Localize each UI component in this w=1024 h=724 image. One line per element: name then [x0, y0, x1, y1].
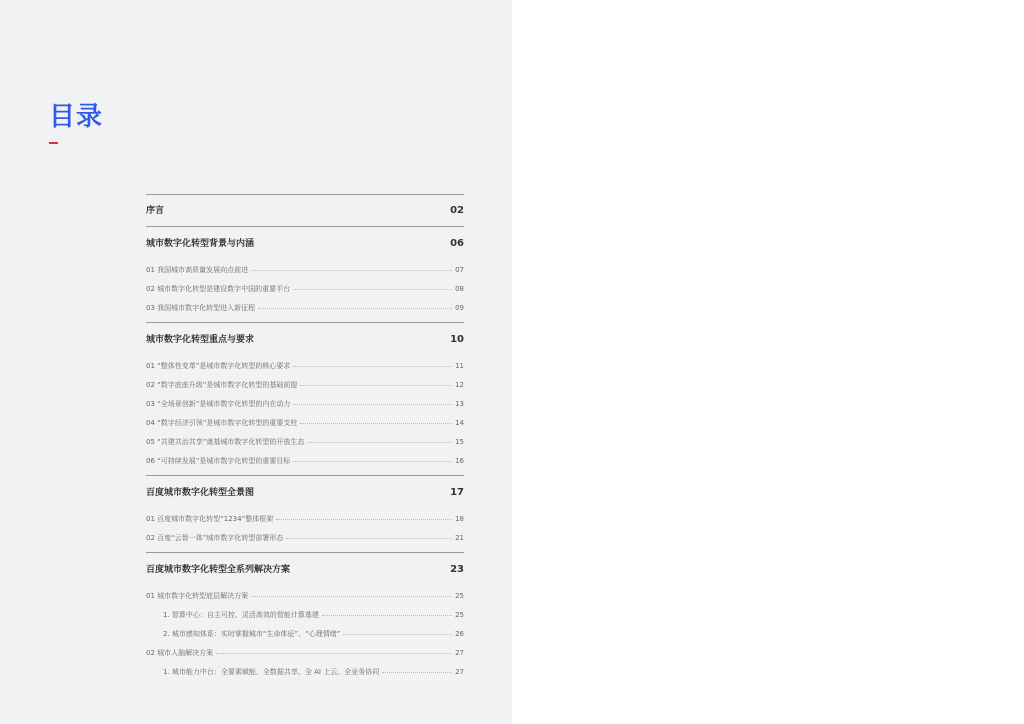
toc-entry-page: 21 [455, 533, 464, 542]
toc-entry-page: 18 [455, 514, 464, 523]
dot-leader [293, 288, 452, 290]
toc-entry-page: 26 [455, 629, 464, 638]
toc-entry-title: 01 百度城市数字化转型“1234”整体框架 [146, 514, 274, 523]
toc-section [146, 475, 464, 552]
toc-section-title: 城市数字化转型背景与内涵 [146, 238, 255, 249]
dot-leader [293, 365, 452, 367]
dot-leader [251, 595, 452, 597]
toc-entry[interactable] [146, 643, 464, 662]
toc-entry[interactable] [146, 298, 464, 317]
toc-entry-title: 02 城市数字化转型是建设数字中国的重要平台 [146, 284, 291, 293]
toc-entry[interactable] [146, 394, 464, 413]
toc-entry-page: 27 [455, 667, 464, 676]
toc-section-row[interactable] [146, 195, 464, 226]
dot-leader [307, 441, 452, 443]
toc-section-title: 序言 [146, 205, 165, 216]
toc-section [146, 322, 464, 475]
toc-entry-title: 01 “整体性变革”是城市数字化转型的核心要求 [146, 361, 291, 370]
toc-section-row[interactable] [146, 227, 464, 260]
toc-section-title: 百度城市数字化转型全景图 [146, 487, 255, 498]
toc-entry[interactable] [146, 260, 464, 279]
toc-entry-title: 06 “可持续发展”是城市数字化转型的重要目标 [146, 456, 291, 465]
toc-entry-title: 01 城市数字化转型底层解决方案 [146, 591, 249, 600]
toc-entry-page: 12 [455, 380, 464, 389]
toc-entry-page: 07 [455, 265, 464, 274]
toc-entry[interactable] [146, 279, 464, 298]
toc-section [146, 194, 464, 226]
toc-entry[interactable] [146, 509, 464, 528]
toc-section [146, 552, 464, 686]
dot-leader [293, 460, 452, 462]
toc-entry-page: 08 [455, 284, 464, 293]
toc-heading: 目录 [49, 102, 104, 132]
dot-leader [276, 518, 452, 520]
dot-leader [300, 384, 452, 386]
toc-entry[interactable] [146, 413, 464, 432]
toc-entry-page: 15 [455, 437, 464, 446]
dot-leader [258, 307, 452, 309]
toc-entry[interactable] [146, 586, 464, 605]
table-of-contents [146, 194, 464, 686]
toc-entry-page: 27 [455, 648, 464, 657]
dot-leader [293, 403, 452, 405]
toc-entry-page: 16 [455, 456, 464, 465]
toc-entry-page: 14 [455, 418, 464, 427]
toc-entry[interactable] [146, 528, 464, 547]
toc-entry-title: 1. 智算中心：自主可控、灵活高效的智能计算基建 [163, 610, 319, 619]
toc-entry-title: 03 我国城市数字化转型进入新征程 [146, 303, 256, 312]
toc-entry[interactable] [146, 356, 464, 375]
toc-entry-page: 25 [455, 610, 464, 619]
toc-entry[interactable] [146, 375, 464, 394]
toc-section [146, 226, 464, 322]
toc-entry[interactable] [146, 451, 464, 470]
heading-accent-line [49, 142, 58, 144]
dot-leader [216, 652, 452, 654]
toc-section-page: 06 [450, 237, 464, 249]
toc-entry-title: 02 百度“云智一体”城市数字化转型部署形态 [146, 533, 284, 542]
section-spacer [146, 681, 464, 686]
toc-section-title: 城市数字化转型重点与要求 [146, 334, 255, 345]
toc-section-row[interactable] [146, 323, 464, 356]
toc-entry-page: 09 [455, 303, 464, 312]
toc-section-page: 10 [450, 333, 464, 345]
toc-entry-title: 02 城市人脑解决方案 [146, 648, 214, 657]
toc-entry[interactable] [146, 605, 464, 624]
dot-leader [286, 537, 452, 539]
dot-leader [300, 422, 452, 424]
toc-section-title: 百度城市数字化转型全系列解决方案 [146, 564, 291, 575]
toc-entry[interactable] [146, 432, 464, 451]
toc-entry-title: 01 我国城市高质量发展向点前进 [146, 265, 249, 274]
toc-entry-title: 04 “数字经济引领”是城市数字化转型的重要支柱 [146, 418, 298, 427]
toc-entry-title: 02 “数字底座升级”是城市数字化转型的基础前提 [146, 380, 298, 389]
dot-leader [322, 614, 452, 616]
toc-section-page: 17 [450, 486, 464, 498]
dot-leader [382, 671, 452, 673]
toc-entry-page: 13 [455, 399, 464, 408]
toc-entry-title: 03 “全场景创新”是城市数字化转型的内在动力 [146, 399, 291, 408]
dot-leader [343, 633, 452, 635]
toc-entry-title: 2. 城市感知体系：实时掌握城市“生命体征”、“心理情绪” [163, 629, 341, 638]
toc-entry-title: 1. 城市能力中台：全要素赋能、全数据共享、全 AI 上云、全业务协同 [163, 667, 380, 676]
toc-section-row[interactable] [146, 553, 464, 586]
toc-entry-page: 25 [455, 591, 464, 600]
toc-entry[interactable] [146, 624, 464, 643]
toc-entry-page: 11 [455, 361, 464, 370]
toc-section-page: 02 [450, 204, 464, 216]
toc-section-row[interactable] [146, 476, 464, 509]
dot-leader [251, 269, 452, 271]
right-page [512, 0, 1024, 724]
toc-entry-title: 05 “共建共治共享”奠基城市数字化转型的开放生态 [146, 437, 305, 446]
toc-entry[interactable] [146, 662, 464, 681]
toc-section-page: 23 [450, 563, 464, 575]
